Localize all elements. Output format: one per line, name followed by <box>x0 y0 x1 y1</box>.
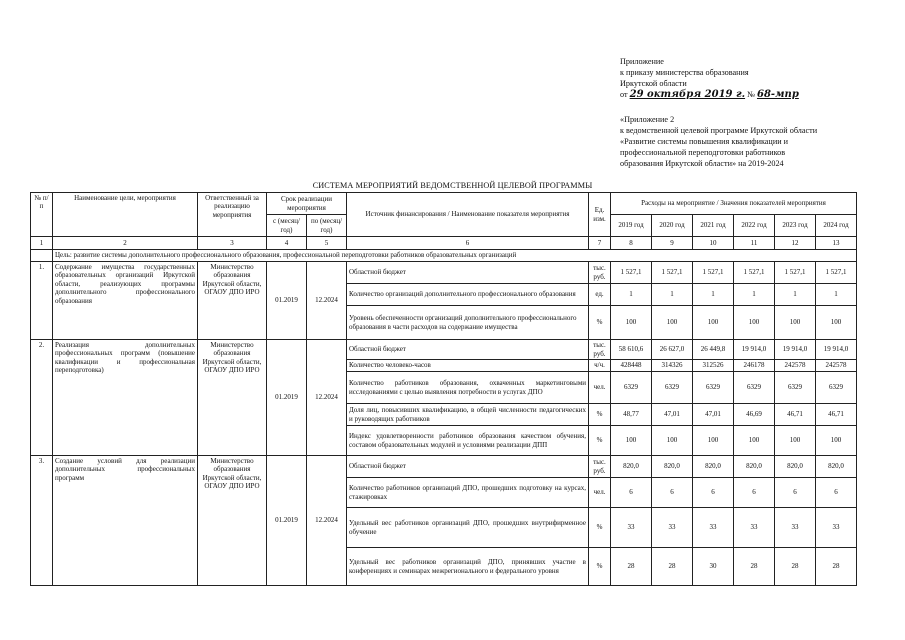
order-date: 29 октября 2019 г. <box>629 89 746 100</box>
appendix-label: Приложение <box>620 57 664 66</box>
indicator-unit: чел. <box>589 372 611 404</box>
value-cell: 28 <box>652 548 693 586</box>
value-cell: 6 <box>611 478 652 508</box>
column-number: 4 <box>267 237 307 250</box>
value-cell: 33 <box>734 508 775 548</box>
value-cell: 1 527,1 <box>693 262 734 284</box>
value-cell: 100 <box>816 426 857 456</box>
activities-table <box>30 192 857 586</box>
value-cell: 1 <box>652 284 693 306</box>
value-cell: 820,0 <box>652 456 693 478</box>
indicator-unit: % <box>589 306 611 340</box>
value-cell: 312526 <box>693 360 734 372</box>
value-cell: 1 <box>693 284 734 306</box>
value-cell: 1 <box>816 284 857 306</box>
activity-name: Реализация дополнительных профессиональных программ (повышение квалификации и профессиональная переподготовка) <box>53 340 198 456</box>
value-cell: 100 <box>652 426 693 456</box>
table-header <box>31 193 857 250</box>
header-period-to: по (месяц/ год) <box>307 215 347 237</box>
value-cell: 28 <box>734 548 775 586</box>
activity-to: 12.2024 <box>307 262 347 340</box>
value-cell: 19 914,0 <box>775 340 816 360</box>
header-year: 2019 год <box>611 215 652 237</box>
value-cell: 6329 <box>611 372 652 404</box>
activity-responsible: Министерство образования Иркутской области, ОГАОУ ДПО ИРО <box>198 456 267 586</box>
value-cell: 6 <box>693 478 734 508</box>
indicator-name: Уровень обеспеченности организаций дополнительного профессионального образования в части расходов на содержание имущества <box>347 306 589 340</box>
value-cell: 48,77 <box>611 404 652 426</box>
column-number: 7 <box>589 237 611 250</box>
value-cell: 33 <box>611 508 652 548</box>
value-cell: 242578 <box>816 360 857 372</box>
value-cell: 1 <box>775 284 816 306</box>
value-cell: 33 <box>652 508 693 548</box>
value-cell: 33 <box>693 508 734 548</box>
header-expenses: Расходы на мероприятие / Значения показателей мероприятия <box>611 193 857 215</box>
indicator-unit: тыс. руб. <box>589 456 611 478</box>
header-year: 2020 год <box>652 215 693 237</box>
order-from-label: от <box>620 90 628 99</box>
header-responsible: Ответственный за реализацию мероприятия <box>198 193 267 237</box>
appendix2-line-1: к ведомственной целевой программе Иркутской области <box>620 126 818 135</box>
value-cell: 1 <box>611 284 652 306</box>
order-date-line <box>620 89 900 100</box>
activity-responsible: Министерство образования Иркутской области, ОГАОУ ДПО ИРО <box>198 262 267 340</box>
indicator-unit: ед. <box>589 284 611 306</box>
indicator-name: Областной бюджет <box>347 262 589 284</box>
value-cell: 6329 <box>816 372 857 404</box>
value-cell: 314326 <box>652 360 693 372</box>
header-year: 2023 год <box>775 215 816 237</box>
indicator-unit: тыс. руб. <box>589 262 611 284</box>
header-num: № п/п <box>31 193 53 237</box>
value-cell: 46,71 <box>775 404 816 426</box>
activity-responsible: Министерство образования Иркутской области, ОГАОУ ДПО ИРО <box>198 340 267 456</box>
header-unit: Ед. изм. <box>589 193 611 237</box>
column-number: 12 <box>775 237 816 250</box>
value-cell: 100 <box>775 426 816 456</box>
value-cell: 6329 <box>652 372 693 404</box>
appendix2-line-4: образования Иркутской области» на 2019-2024 <box>620 159 784 168</box>
value-cell: 100 <box>693 306 734 340</box>
value-cell: 19 914,0 <box>734 340 775 360</box>
indicator-name: Количество работников образования, охваченных маркетинговыми исследованиями с целью выявления потребности в услугах ДПО <box>347 372 589 404</box>
appendix2-label: «Приложение 2 <box>620 115 675 124</box>
value-cell: 100 <box>611 426 652 456</box>
value-cell: 46,71 <box>816 404 857 426</box>
indicator-unit: тыс. руб. <box>589 340 611 360</box>
indicator-unit: % <box>589 426 611 456</box>
column-number: 1 <box>31 237 53 250</box>
value-cell: 33 <box>775 508 816 548</box>
column-numbers-row <box>31 237 857 250</box>
activity-from: 01.2019 <box>267 262 307 340</box>
header-name: Наименование цели, мероприятия <box>53 193 198 237</box>
value-cell: 6 <box>775 478 816 508</box>
activity-to: 12.2024 <box>307 340 347 456</box>
value-cell: 58 610,6 <box>611 340 652 360</box>
value-cell: 28 <box>611 548 652 586</box>
value-cell: 47,01 <box>652 404 693 426</box>
column-number: 3 <box>198 237 267 250</box>
activity-num: 2. <box>31 340 53 456</box>
value-cell: 820,0 <box>775 456 816 478</box>
indicator-unit: чел. <box>589 478 611 508</box>
column-number: 8 <box>611 237 652 250</box>
order-number: 68-мпр <box>756 89 799 100</box>
header-year: 2024 год <box>816 215 857 237</box>
column-number: 2 <box>53 237 198 250</box>
goal-num-cell <box>31 250 53 262</box>
value-cell: 28 <box>816 548 857 586</box>
value-cell: 100 <box>693 426 734 456</box>
value-cell: 1 527,1 <box>652 262 693 284</box>
indicator-name: Удельный вес работников организаций ДПО, принявших участие в конференциях и семинарах межрегионального и федерального уровня <box>347 548 589 586</box>
value-cell: 30 <box>693 548 734 586</box>
value-cell: 6329 <box>734 372 775 404</box>
value-cell: 28 <box>775 548 816 586</box>
value-cell: 6329 <box>693 372 734 404</box>
value-cell: 26 449,8 <box>693 340 734 360</box>
indicator-unit: % <box>589 404 611 426</box>
document-title: СИСТЕМА МЕРОПРИЯТИЙ ВЕДОМСТВЕННОЙ ЦЕЛЕВОЙ ПРОГРАММЫ <box>312 181 593 190</box>
indicator-name: Областной бюджет <box>347 456 589 478</box>
value-cell: 33 <box>816 508 857 548</box>
value-cell: 428448 <box>611 360 652 372</box>
activity-name: Создание условий для реализации дополнительных профессиональных программ <box>53 456 198 586</box>
value-cell: 19 914,0 <box>816 340 857 360</box>
indicator-unit: ч/ч. <box>589 360 611 372</box>
indicator-unit: % <box>589 508 611 548</box>
indicator-name: Количество работников организаций ДПО, прошедших подготовку на курсах, стажировках <box>347 478 589 508</box>
value-cell: 6329 <box>775 372 816 404</box>
header-period: Срок реализации мероприятия <box>267 193 347 215</box>
indicator-unit: % <box>589 548 611 586</box>
value-cell: 46,69 <box>734 404 775 426</box>
appendix2-line-3: профессиональной переподготовки работников <box>620 148 786 157</box>
header-source: Источник финансирования / Наименование показателя мероприятия <box>347 193 589 237</box>
indicator-name: Доля лиц, повысивших квалификацию, в общей численности педагогических и руководящих работников <box>347 404 589 426</box>
indicator-name: Областной бюджет <box>347 340 589 360</box>
value-cell: 820,0 <box>816 456 857 478</box>
column-number: 11 <box>734 237 775 250</box>
indicator-name: Удельный вес работников организаций ДПО, прошедших внутрифирменное обучение <box>347 508 589 548</box>
value-cell: 242578 <box>775 360 816 372</box>
value-cell: 100 <box>652 306 693 340</box>
document-header <box>620 56 900 169</box>
activity-from: 01.2019 <box>267 456 307 586</box>
activity-num: 3. <box>31 456 53 586</box>
value-cell: 1 527,1 <box>775 262 816 284</box>
appendix2-line-2: «Развитие системы повышения квалификации и <box>620 137 789 146</box>
header-year: 2022 год <box>734 215 775 237</box>
column-number: 13 <box>816 237 857 250</box>
goal-text: Цель: развитие системы дополнительного профессионального образования, профессиональной переподготовки работников образовательных организаций <box>53 250 857 262</box>
value-cell: 1 527,1 <box>734 262 775 284</box>
table-body <box>31 250 857 586</box>
value-cell: 100 <box>775 306 816 340</box>
header-period-from: с (месяц/ год) <box>267 215 307 237</box>
activity-num: 1. <box>31 262 53 340</box>
activity-to: 12.2024 <box>307 456 347 586</box>
column-number: 5 <box>307 237 347 250</box>
order-line-1: к приказу министерства образования <box>620 68 749 77</box>
indicator-name: Количество организаций дополнительного профессионального образования <box>347 284 589 306</box>
value-cell: 820,0 <box>693 456 734 478</box>
table-row <box>31 340 857 360</box>
activity-name: Содержание имущества государственных образовательных организаций Иркутской области, реализующих программы дополнительного профессионального образования <box>53 262 198 340</box>
value-cell: 820,0 <box>734 456 775 478</box>
table-row <box>31 262 857 284</box>
column-number: 10 <box>693 237 734 250</box>
value-cell: 1 527,1 <box>816 262 857 284</box>
value-cell: 100 <box>734 306 775 340</box>
indicator-name: Индекс удовлетворенности работников образования качеством обучения, составом образовательных модулей и условиями реализации ДПП <box>347 426 589 456</box>
value-cell: 6 <box>652 478 693 508</box>
value-cell: 100 <box>816 306 857 340</box>
value-cell: 1 527,1 <box>611 262 652 284</box>
value-cell: 6 <box>816 478 857 508</box>
column-number: 9 <box>652 237 693 250</box>
value-cell: 246178 <box>734 360 775 372</box>
column-number: 6 <box>347 237 589 250</box>
value-cell: 1 <box>734 284 775 306</box>
order-number-label: № <box>747 90 755 99</box>
value-cell: 26 627,0 <box>652 340 693 360</box>
value-cell: 820,0 <box>611 456 652 478</box>
value-cell: 47,01 <box>693 404 734 426</box>
value-cell: 6 <box>734 478 775 508</box>
order-line-2: Иркутской области <box>620 79 687 88</box>
activity-from: 01.2019 <box>267 340 307 456</box>
indicator-name: Количество человеко-часов <box>347 360 589 372</box>
table-row <box>31 456 857 478</box>
value-cell: 100 <box>734 426 775 456</box>
value-cell: 100 <box>611 306 652 340</box>
header-year: 2021 год <box>693 215 734 237</box>
